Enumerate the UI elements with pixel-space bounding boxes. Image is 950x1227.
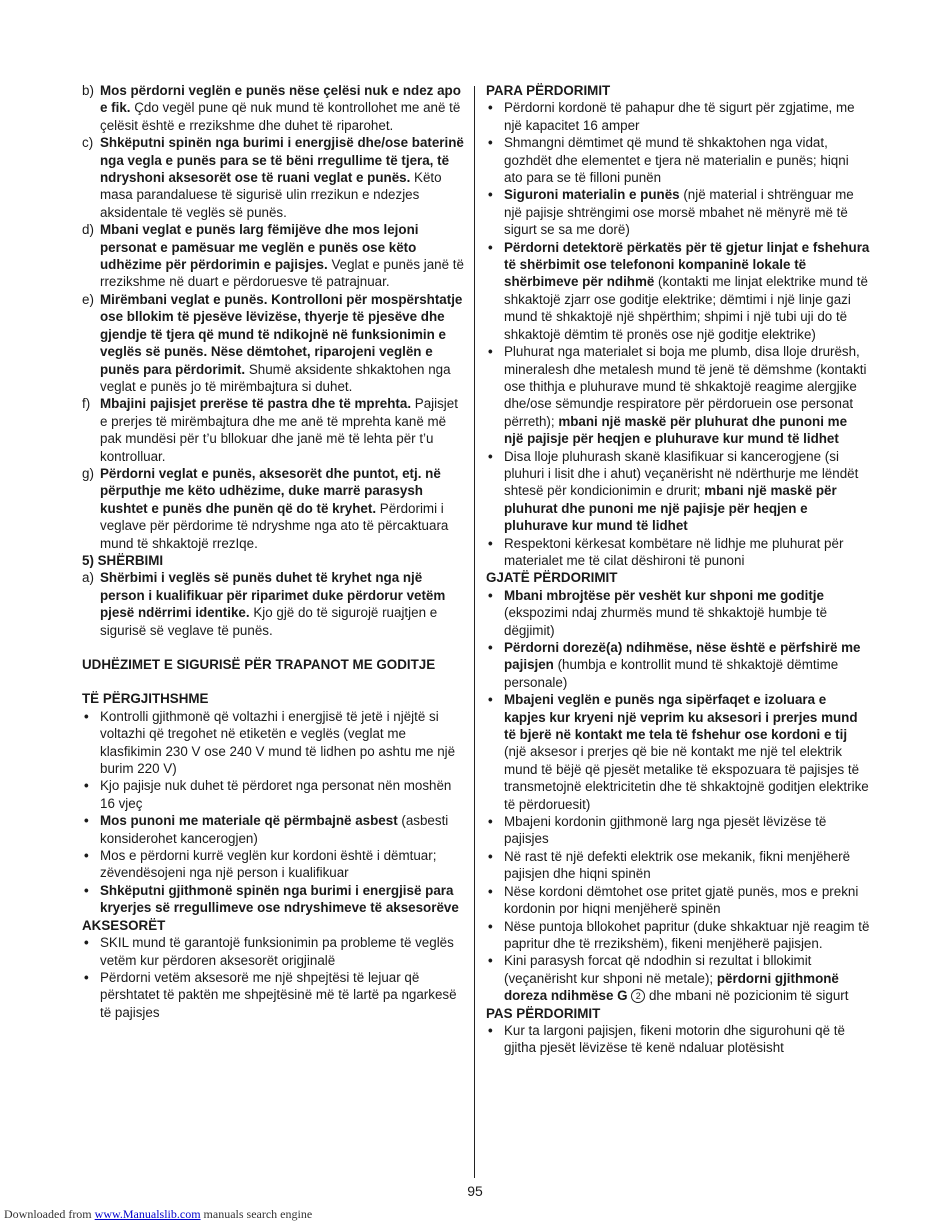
- bullet-item: • Pluhurat nga materialet si boja me plumb, disa lloje drurësh, mineralesh dhe metalesh mund të jenë të dëmshme (kontakti ose thithja e pluhurave mund të shkaktojë reagime alergjike dhe/ose sëmundje respiratore për përdoruein ose personat përreth); mbani një maskë për pluhurat dhe punoni me një pajisje për heqjen e pluhurave kur mund të lidhet: [486, 343, 870, 447]
- during-use-heading: GJATË PËRDORIMIT: [486, 570, 618, 586]
- safety-heading: UDHËZIMET E SIGURISË PËR TRAPANOT ME GODITJE: [82, 657, 436, 672]
- bullet-item: • Nëse puntoja bllokohet papritur (duke shkaktuar një reagim të papritur dhe të rrezikshëm), fikeni menjëherë pajisjen.: [486, 918, 870, 953]
- list-item-e: e) Mirëmbani veglat e punës. Kontrolloni për mospërshtatje ose bllokim të pjesëve lëvizëse, thyerje të pjesëve dhe gjendje të tjera që mund të ndikojnë në funksionimin e veglës së punës. Nëse dëmtohet, riparojeni veglën e punës para përdorimit. Shumë aksidente shkaktohen nga veglat e punës jo të mirëmbajtura si duhet.: [82, 291, 463, 394]
- download-footer: Downloaded from www.Manualslib.com manuals search engine: [4, 1207, 313, 1221]
- bullet-item: • Mbajeni veglën e punës nga sipërfaqet e izoluara e kapjes kur kryeni një veprim ku aksesori i prerjes mund të bjerë në kontakt me tela të fshehur ose kordoni e tij (një aksesor i prerjes që bie në kontakt me një tel elektrik mund të bëjë që pjesët metalike të ekspozuara të pajisjes të transmetojnë elektricitetin dhe të shkaktojnë goditjen elektrike të përdoruesit): [486, 691, 870, 813]
- bullet-item: • Respektoni kërkesat kombëtare në lidhje me pluhurat për materialet me të cilat dëshironi të punoni: [486, 535, 870, 570]
- bullet-item: • Mos e përdorni kurrë veglën kur kordoni është i dëmtuar; zëvendësojeni nga një person i kualifikuar: [82, 847, 464, 882]
- general-list: [82, 708, 464, 917]
- column-divider: [474, 86, 475, 1178]
- bullet-item: • Disa lloje pluhurash skanë klasifikuar si kancerogjene (si pluhuri i lisit dhe i ahut) veçanërisht në ndërthurje me lëndët shtesë për kondicionimin e drurit; mbani një maskë për pluhurat dhe punoni me një pajisje për heqjen e pluhurave kur mund të lidhet: [486, 448, 870, 535]
- bullet-item: • Mos punoni me materiale që përmbajnë asbest (asbesti konsiderohet kancerogjen): [82, 812, 464, 847]
- list-item-b: b) Mos përdorni veglën e punës nëse çelësi nuk e ndez apo e fik. Çdo vegël pune që nuk mund të kontrollohet me anë të çelësit është e rrezikshme dhe duhet të riparohet.: [82, 83, 461, 133]
- bullet-item: • Shmangni dëmtimet që mund të shkaktohen nga vidat, gozhdët dhe elementet e tjera në materialin e punës; hiqni ato para se të filloni punën: [486, 134, 870, 186]
- list-item-g: g) Përdorni veglat e punës, aksesorët dhe puntot, etj. në përputhje me këto udhëzime, duke marrë parasysh kushtet e punës dhe punën që do të kryhet. Përdorimi i veglave për përdorime të ndryshme nga ato të përcaktuara mund të shkaktojë rrezIqe.: [82, 465, 449, 551]
- bullet-item: • Në rast të një defekti elektrik ose mekanik, fikni menjëherë pajisjen dhe hiqni spinën: [486, 848, 870, 883]
- during-use-list: [486, 587, 870, 1005]
- bullet-item: • Mbajeni kordonin gjithmonë larg nga pjesët lëvizëse të pajisjes: [486, 813, 870, 848]
- after-use-list: [486, 1022, 870, 1057]
- accessories-list: [82, 934, 464, 1021]
- bullet-item: • Siguroni materialin e punës (një material i shtrënguar me një pajisje shtrëngimi ose morsë mbahet në mënyrë më të sigurt se sa me dorë): [486, 186, 870, 238]
- list-item-c: c) Shkëputni spinën nga burimi i energjisë dhe/ose baterinë nga vegla e punës para se të bëni rregullime të tjera, të ndryshoni aksesorët ose të ruani veglat e punës. Këto masa parandaluese të sigurisë ulin rrezikun e ndezjes aksidentale të veglës së punës.: [82, 135, 464, 220]
- bullet-item: • Mbani mbrojtëse për veshët kur shponi me goditje (ekspozimi ndaj zhurmës mund të shkaktojë humbje të dëgjimit): [486, 587, 870, 639]
- bullet-item: • Kini parasysh forcat që ndodhin si rezultat i bllokimit (veçanërisht kur shponi në metale); përdorni gjithmonë doreza ndihmëse G 2 dhe mbani në pozicionim të sigurt: [486, 952, 870, 1004]
- bullet-item: • Kontrolli gjithmonë që voltazhi i energjisë të jetë i njëjtë si voltazhi që tregohet në etiketën e veglës (veglat me klasfikimin 230 V ose 240 V mund të lidhen po ashtu me një burim 220 V): [82, 708, 464, 778]
- accessories-heading: AKSESORËT: [82, 917, 166, 933]
- bullet-item: • Kur ta largoni pajisjen, fikeni motorin dhe sigurohuni që të gjitha pjesët lëvizëse të kenë ndaluar plotësisht: [486, 1022, 870, 1057]
- before-use-heading: PARA PËRDORIMIT: [486, 83, 611, 98]
- before-use-list: [486, 99, 870, 569]
- list-item-f: f) Mbajini pajisjet prerëse të pastra dhe të mprehta. Pajisjet e prerjes të mirëmbajtura dhe me anë të mprehta kanë më pak mundësi për t’u bllokuar dhe janë më të lehta për t’u kontrolluar.: [82, 396, 458, 464]
- bullet-item: • Nëse kordoni dëmtohet ose pritet gjatë punës, mos e prekni kordonin por hiqni menjëherë spinën: [486, 883, 870, 918]
- general-heading: TË PËRGJITHSHME: [82, 691, 209, 707]
- bullet-item: • Përdorni detektorë përkatës për të gjetur linjat e fshehura të shërbimit ose telefononi kompaninë lokale të shërbimeve për ndihmë (kontakti me linjat elektrike mund të shkaktojë zjarr ose goditje elektrike; dëmtimi i një linje gazi mund të shkaktojë një shpërthim; shpimi i një tubi uji do të shkaktojë dëmtim të pronës ose një goditje elektrike): [486, 239, 870, 343]
- right-column: [486, 82, 870, 1057]
- bullet-item: • Shkëputni gjithmonë spinën nga burimi i energjisë para kryerjes së rregullimeve ose ndryshimeve të aksesorëve: [82, 882, 464, 917]
- list-item-d: d) Mbani veglat e punës larg fëmijëve dhe mos lejoni personat e pamësuar me veglën e punës ose këto udhëzime për përdorimin e pajisjes. Veglat e punës janë të rrezikshme në duart e përdoruesve të patrajnuar.: [82, 222, 464, 290]
- left-column: [82, 82, 464, 1021]
- bullet-item: • Përdorni kordonë të pahapur dhe të sigurt për zgjatime, me një kapacitet 16 amper: [486, 99, 870, 134]
- list-item-service-a: a) Shërbimi i veglës së punës duhet të kryhet nga një person i kualifikuar për riparimet duke përdorur vetëm pjesë ndërrimi identike. Kjo gjë do të sigurojë ruajtjen e sigurisë së veglave të punës.: [82, 570, 446, 638]
- bullet-item: • Kjo pajisje nuk duhet të përdoret nga personat nën moshën 16 vjeç: [82, 777, 464, 812]
- figure-ref-circle: 2: [631, 989, 645, 1003]
- page-number: 95: [467, 1183, 483, 1199]
- after-use-heading: PAS PËRDORIMIT: [486, 1005, 601, 1021]
- manualslib-link[interactable]: www.Manualslib.com: [94, 1207, 201, 1221]
- bullet-item: • Përdorni dorezë(a) ndihmëse, nëse është e përfshirë me pajisjen (humbja e kontrollit mund të shkaktojë dëmtime personale): [486, 639, 870, 691]
- section-heading-service: 5) SHËRBIMI: [82, 552, 164, 568]
- bullet-item: • SKIL mund të garantojë funksionimin pa probleme të veglës vetëm kur përdoren aksesorët origjinalë: [82, 934, 464, 969]
- bullet-item: • Përdorni vetëm aksesorë me një shpejtësi të lejuar që përshtatet të paktën me shpejtësinë më të lartë pa ngarkesë të pajisjes: [82, 969, 464, 1021]
